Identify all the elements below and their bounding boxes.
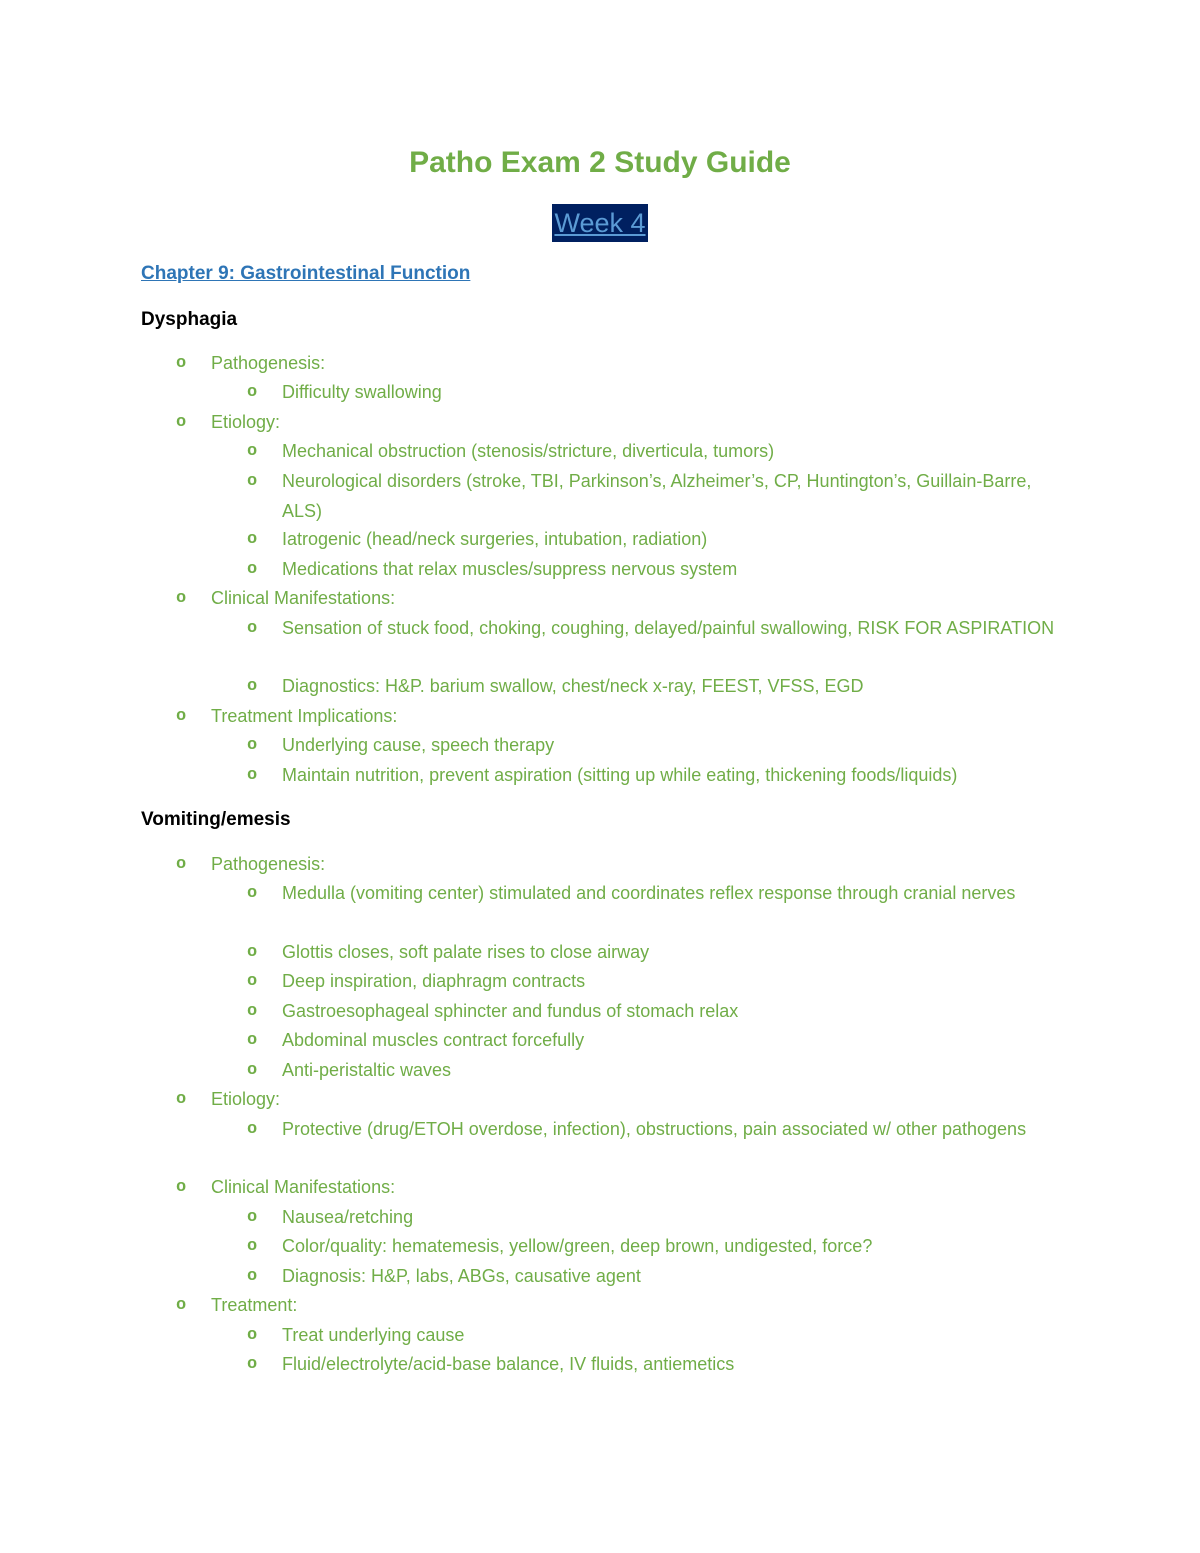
chapter-heading: Chapter 9: Gastrointestinal Function [141, 263, 471, 284]
sub-list-item-text: Mechanical obstruction (stenosis/stricture, diverticula, tumors) [282, 441, 775, 461]
list-item [176, 408, 1051, 438]
list-item [176, 850, 1051, 880]
bullet-icon: o [176, 1296, 187, 1315]
sub-list-item-text: Sensation of stuck food, choking, coughing, delayed/painful swallowing, RISK FOR ASPIRATION [282, 618, 1055, 638]
list-item-label: Etiology: [211, 1089, 281, 1109]
list-item-label: Clinical Manifestations: [211, 588, 396, 608]
list-item-label: Clinical Manifestations: [211, 1177, 396, 1197]
sub-list-item-text: Treat underlying cause [282, 1325, 465, 1345]
list-item [176, 1173, 1051, 1203]
sub-list-item-text: Abdominal muscles contract forcefully [282, 1030, 585, 1050]
sub-list-item [247, 1321, 1057, 1351]
bullet-icon: o [247, 472, 258, 491]
sub-list-item [247, 1203, 1057, 1233]
list-item-label: Etiology: [211, 412, 281, 432]
week-heading: Week 4 [552, 204, 647, 242]
list-item-label: Pathogenesis: [211, 353, 326, 373]
sub-list-item-text: Neurological disorders (stroke, TBI, Parkinson’s, Alzheimer’s, CP, Huntington’s, Guillain-Barre, ALS) [282, 471, 1032, 521]
sub-list-item-text: Fluid/electrolyte/acid-base balance, IV fluids, antiemetics [282, 1354, 735, 1374]
sub-list-item-text: Medulla (vomiting center) stimulated and coordinates reflex response through cranial nerves [282, 883, 1016, 903]
sub-list-item [247, 1262, 1057, 1292]
sub-list-item [247, 761, 1057, 791]
bullet-icon: o [176, 413, 187, 432]
sub-list-item-text: Underlying cause, speech therapy [282, 735, 555, 755]
list-item [176, 1291, 1051, 1321]
bullet-icon: o [247, 619, 258, 638]
sub-list-item-text: Glottis closes, soft palate rises to close airway [282, 942, 650, 962]
bullet-icon: o [247, 530, 258, 549]
sub-list-item-text: Medications that relax muscles/suppress nervous system [282, 559, 738, 579]
sub-list-item [247, 1350, 1057, 1380]
sub-list-item [247, 731, 1057, 761]
section-heading: Vomiting/emesis [141, 809, 291, 830]
sub-list-item [247, 1115, 1057, 1145]
bullet-icon: o [247, 1237, 258, 1256]
sub-list-item [247, 1232, 1057, 1262]
list-item [176, 349, 1051, 379]
bullet-icon: o [247, 1120, 258, 1139]
bullet-icon: o [176, 707, 187, 726]
section-heading: Dysphagia [141, 309, 238, 330]
bullet-icon: o [247, 1208, 258, 1227]
bullet-icon: o [247, 442, 258, 461]
list-item [176, 584, 1051, 614]
bullet-icon: o [247, 560, 258, 579]
sub-list-item-text: Anti-peristaltic waves [282, 1060, 452, 1080]
sub-list-item [247, 378, 1057, 408]
list-item [176, 702, 1051, 732]
bullet-icon: o [247, 736, 258, 755]
bullet-icon: o [247, 1002, 258, 1021]
bullet-icon: o [176, 1090, 187, 1109]
bullet-icon: o [247, 1355, 258, 1374]
sub-list-item-text: Color/quality: hematemesis, yellow/green, deep brown, undigested, force? [282, 1236, 873, 1256]
sub-list-item [247, 467, 1057, 526]
sub-list-item [247, 1056, 1057, 1086]
sub-list-item [247, 879, 1057, 909]
bullet-icon: o [247, 1326, 258, 1345]
bullet-icon: o [176, 855, 187, 874]
bullet-icon: o [176, 354, 187, 373]
bullet-icon: o [247, 1031, 258, 1050]
bullet-icon: o [247, 884, 258, 903]
bullet-icon: o [247, 943, 258, 962]
sub-list-item-text: Nausea/retching [282, 1207, 414, 1227]
sub-list-item [247, 555, 1057, 585]
week-heading-wrap [0, 204, 1200, 242]
bullet-icon: o [247, 1061, 258, 1080]
sub-list-item-text: Iatrogenic (head/neck surgeries, intubation, radiation) [282, 529, 708, 549]
bullet-icon: o [247, 1267, 258, 1286]
sub-list-item-text: Maintain nutrition, prevent aspiration (sitting up while eating, thickening foods/liquids) [282, 765, 958, 785]
sub-list-item-text: Diagnosis: H&P, labs, ABGs, causative agent [282, 1266, 641, 1286]
bullet-icon: o [176, 1178, 187, 1197]
bullet-icon: o [247, 677, 258, 696]
bullet-icon: o [176, 589, 187, 608]
sub-list-item [247, 938, 1057, 968]
list-item-label: Pathogenesis: [211, 854, 326, 874]
sub-list-item-text: Diagnostics: H&P. barium swallow, chest/neck x-ray, FEEST, VFSS, EGD [282, 676, 864, 696]
bullet-icon: o [247, 766, 258, 785]
list-item [176, 1085, 1051, 1115]
sub-list-item-text: Difficulty swallowing [282, 382, 442, 402]
list-item-label: Treatment: [211, 1295, 298, 1315]
page-title: Patho Exam 2 Study Guide [409, 146, 791, 179]
sub-list-item [247, 672, 1057, 702]
list-item-label: Treatment Implications: [211, 706, 398, 726]
sub-list-item [247, 437, 1057, 467]
sub-list-item [247, 967, 1057, 997]
sub-list-item [247, 1026, 1057, 1056]
sub-list-item-text: Gastroesophageal sphincter and fundus of stomach relax [282, 1001, 739, 1021]
sub-list-item [247, 614, 1057, 644]
sub-list-item [247, 525, 1057, 555]
sub-list-item-text: Deep inspiration, diaphragm contracts [282, 971, 586, 991]
bullet-icon: o [247, 972, 258, 991]
sub-list-item [247, 997, 1057, 1027]
sub-list-item-text: Protective (drug/ETOH overdose, infection), obstructions, pain associated w/ other pathogens [282, 1119, 1027, 1139]
bullet-icon: o [247, 383, 258, 402]
